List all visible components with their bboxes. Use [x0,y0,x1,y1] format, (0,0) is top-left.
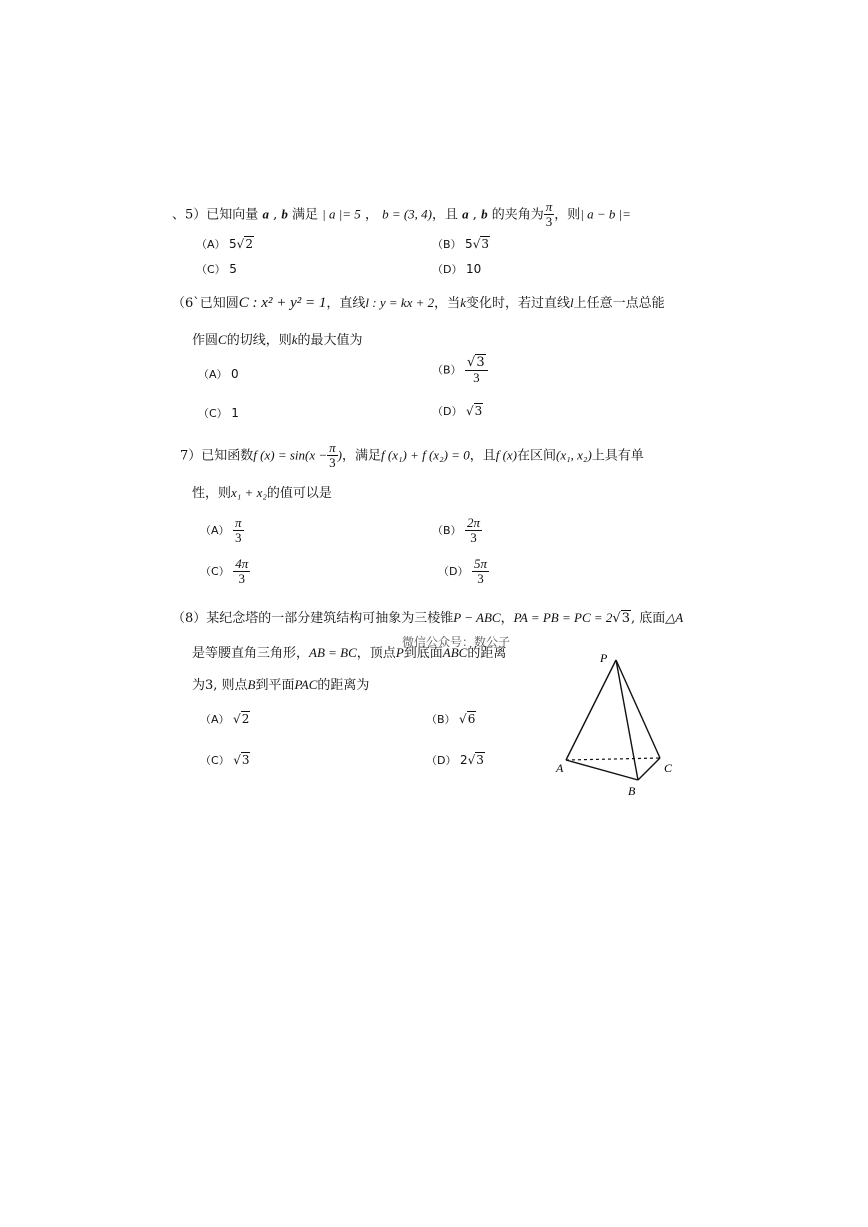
q5-option-d[interactable]: （D） 10 [432,262,482,276]
q7-stem-fraction: $\frac{\pi}{3}$ [329,440,336,471]
q7-option-a[interactable]: （A） $\frac{\pi}{3}$ [200,515,242,546]
q7-option-b[interactable]: （B） $\frac{2\pi}{3}$ [432,515,481,546]
vertex-label-b: B [628,784,636,798]
q8-tetrahedron-figure [550,650,690,803]
q5-stem: 、5）已知向量 a , b 满足 | a |= 5 ， b = (3, 4)，且 a , b 的夹角为 $\frac{\pi}{3}$ ，则| a − b |= [172,199,631,230]
q8-stem-line3: 为3, 则点B到平面PAC的距离为 [192,677,370,693]
edge-ab [566,760,638,780]
q7-stem-line1: 7）已知函数f (x) = sin(x − $\frac{\pi}{3}$ )，满足f (x₁) + f (x₂) = 0，且f (x)在区间(x₁, x₂)上具有单 [180,440,644,471]
q8-option-a[interactable]: （A） √2 [200,712,250,726]
vertex-label-p: P [600,651,608,665]
watermark: 微信公众号：数公子 [402,635,511,649]
q5-option-a[interactable]: （A） 5√2 [196,237,253,251]
q6-number: （6` [172,296,200,311]
q8-stem-line2: 是等腰直角三角形，AB = BC，顶点P到底面ABC的距离 [192,645,507,661]
q6-option-c[interactable]: （C） 1 [198,406,239,420]
q6-stem-line1: （6`已知圆C : x² + y² = 1，直线l : y = kx + 2，当k变化时，若过直线l上任意一点总能 [172,295,665,311]
q8-number: （8） [172,611,207,626]
q6-option-b-fraction: $\frac{√3}{3}$ [465,355,488,386]
q7-option-d[interactable]: （D） $\frac{5\pi}{3}$ [438,556,487,587]
q6-option-a[interactable]: （A） 0 [198,367,239,381]
vertex-label-a: A [556,761,564,775]
edge-pc [616,660,660,758]
edge-pa [566,660,616,760]
q8-option-d[interactable]: （D） 2√3 [426,753,484,767]
q6-stem-line2: 作圆C的切线，则k的最大值为 [192,332,363,348]
q5-number: 、5） [172,207,207,223]
edge-ac-hidden [566,758,660,760]
q5-angle-fraction: $\frac{\pi}{3}$ [545,199,553,230]
tetrahedron-svg [550,650,690,800]
q8-option-c[interactable]: （C） √3 [200,753,250,767]
q6-option-d[interactable]: （D） √3 [432,404,483,418]
edge-pb [616,660,638,780]
vertex-label-c: C [664,761,673,775]
q7-number: 7） [180,448,202,464]
edge-bc [638,758,660,780]
q5-option-c[interactable]: （C） 5 [196,262,237,276]
q7-option-c[interactable]: （C） $\frac{4\pi}{3}$ [200,556,249,587]
q5-option-b[interactable]: （B） 5√3 [432,237,489,251]
q6-option-b[interactable]: （B） $\frac{√3}{3}$ [432,355,488,386]
q7-stem-line2: 性，则x₁ + x₂的值可以是 [192,485,332,501]
q8-stem-line1: （8）某纪念塔的一部分建筑结构可抽象为三棱锥P − ABC，PA = PB = PC = 2√3, 底面△A [172,610,684,626]
q8-option-b[interactable]: （B） √6 [426,712,476,726]
